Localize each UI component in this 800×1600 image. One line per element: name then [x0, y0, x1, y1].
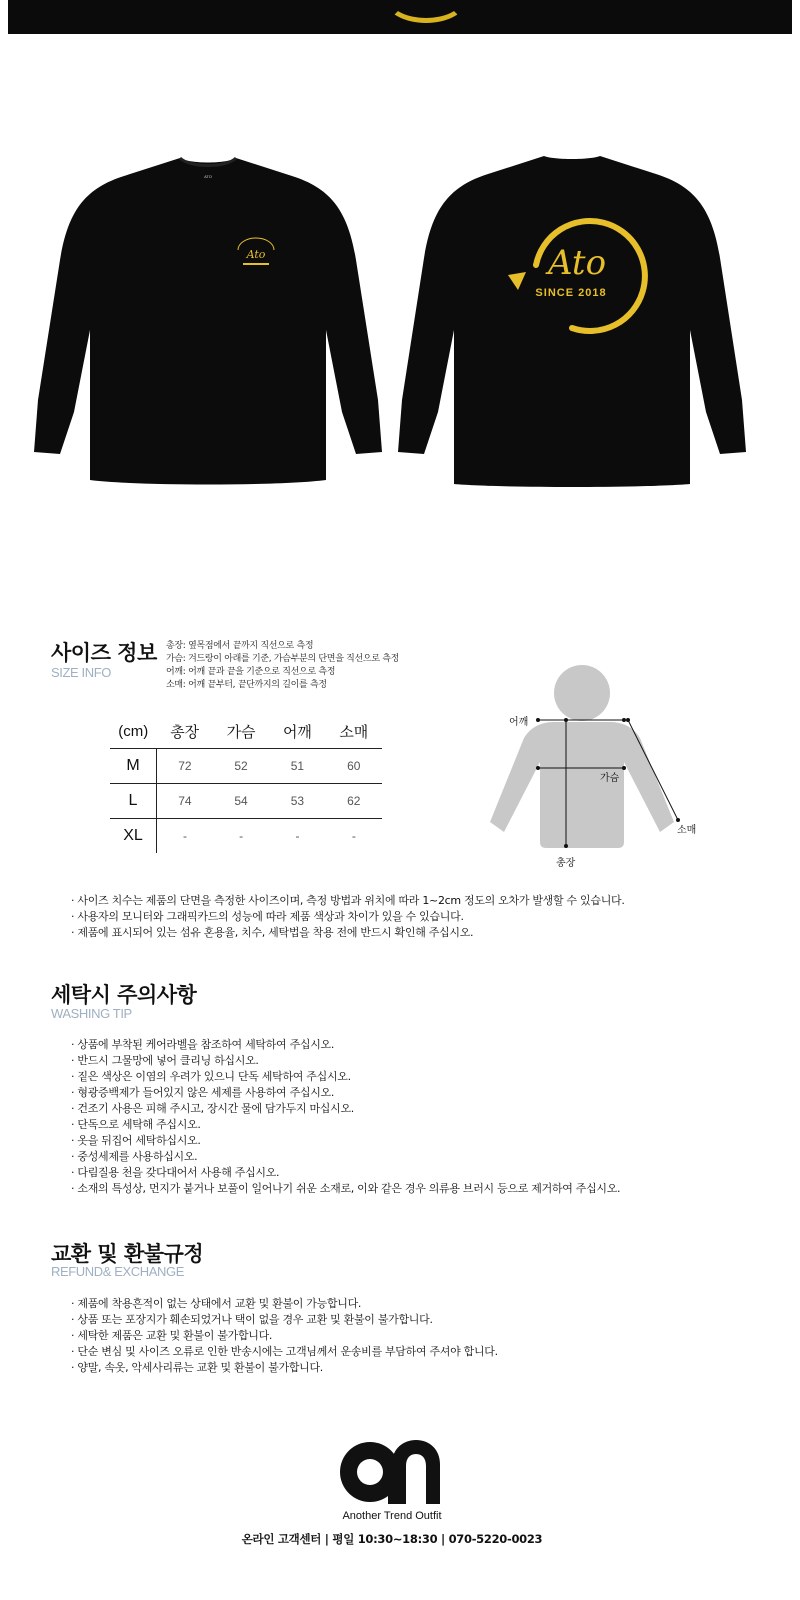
washing-title: 세탁시 주의사항	[51, 983, 197, 1007]
list-item: · 옷을 뒤집어 세탁하십시오.	[71, 1134, 201, 1147]
col-length: 총장	[157, 714, 213, 749]
list-item: · 상품에 부착된 케어라벨을 참조하여 세탁하여 주십시오.	[71, 1038, 335, 1051]
list-item: · 중성세제를 사용하십시오.	[71, 1150, 198, 1163]
table-cell: 51	[269, 749, 325, 784]
col-shoulder: 어깨	[269, 714, 325, 749]
table-cell: 72	[157, 749, 213, 784]
list-item: · 세탁한 제품은 교환 및 환불이 불가합니다.	[71, 1329, 273, 1342]
list-item: · 소재의 특성상, 먼지가 붙거나 보풀이 일어나기 쉬운 소재로, 이와 같은 경우 의류용 브러시 등으로 제거하여 주십시오.	[71, 1182, 621, 1195]
size-info-subtitle: SIZE INFO	[51, 665, 111, 680]
note-chest: 가슴: 겨드랑이 아래를 기준, 가슴부분의 단면을 직선으로 측정	[166, 654, 400, 664]
table-cell: 74	[157, 784, 213, 819]
back-logo-script: Ato	[547, 243, 607, 283]
row-size-label: M	[110, 749, 157, 784]
note-sleeve: 소매: 어깨 끝부터, 끝단까지의 길이를 측정	[166, 680, 327, 690]
brand-logo-text: am	[336, 1436, 338, 1437]
list-item: · 단순 변심 및 사이즈 오류로 인한 반송시에는 고객님께서 운송비를 부담하여 주셔야 합니다.	[71, 1345, 498, 1358]
diagram-label-length: 총장	[556, 858, 576, 869]
col-sleeve: 소매	[326, 714, 382, 749]
list-item: · 단독으로 세탁해 주십시오.	[71, 1118, 201, 1131]
svg-text:ATO: ATO	[204, 174, 212, 179]
refund-title: 교환 및 환불규정	[51, 1242, 204, 1266]
size-table-unit: (cm)	[110, 714, 157, 749]
brand-tagline: Another Trend Outfit	[342, 1510, 442, 1522]
diagram-label-shoulder: 어깨	[509, 717, 529, 728]
shirt-front-image	[30, 150, 386, 490]
note-shoulder: 어깨: 어깨 끝과 끝을 기준으로 직선으로 측정	[166, 667, 336, 677]
table-cell: 60	[326, 749, 382, 784]
washing-bullets	[71, 1037, 620, 1197]
table-row	[110, 749, 382, 784]
table-cell: 54	[213, 784, 269, 819]
list-item: · 짙은 색상은 이염의 우려가 있으니 단독 세탁하여 주십시오.	[71, 1070, 351, 1083]
list-item: · 다림질용 천을 갖다대어서 사용해 주십시오.	[71, 1166, 280, 1179]
list-item: · 형광증백제가 들어있지 않은 세제를 사용하여 주십시오.	[71, 1086, 335, 1099]
table-cell: 52	[213, 749, 269, 784]
table-row	[110, 819, 382, 854]
list-item: · 제품에 착용흔적이 없는 상태에서 교환 및 환불이 가능합니다.	[71, 1297, 362, 1310]
table-cell: -	[182, 829, 187, 843]
washing-subtitle: WASHING TIP	[51, 1006, 132, 1021]
diagram-label-chest: 가슴	[600, 773, 620, 784]
list-item: · 사용자의 모니터와 그래픽카드의 성능에 따라 제품 색상과 차이가 있을 수 있습니다.	[71, 910, 464, 923]
row-size-label: XL	[110, 819, 157, 854]
table-cell: 62	[326, 784, 382, 819]
table-cell: 53	[269, 784, 325, 819]
brand-logo	[336, 1436, 448, 1508]
list-item: · 상품 또는 포장지가 훼손되었거나 택이 없을 경우 교환 및 환불이 불가합니다.	[71, 1313, 433, 1326]
table-cell: -	[351, 829, 356, 843]
list-item: · 반드시 그물망에 넣어 클리닝 하십시오.	[71, 1054, 259, 1067]
list-item: · 건조기 사용은 피해 주시고, 장시간 물에 담가두지 마십시오.	[71, 1102, 354, 1115]
size-table	[110, 714, 382, 853]
row-size-label: L	[110, 784, 157, 819]
list-item: · 제품에 표시되어 있는 섬유 혼용율, 치수, 세탁법을 착용 전에 반드시 확인해 주십시오.	[71, 926, 474, 939]
col-chest: 가슴	[213, 714, 269, 749]
size-info-bullets	[71, 893, 625, 941]
refund-subtitle: REFUND& EXCHANGE	[51, 1264, 185, 1279]
table-cell: -	[239, 829, 244, 843]
shirt-back-image	[394, 150, 750, 490]
size-info-title: 사이즈 정보	[51, 641, 157, 665]
size-info-notes	[166, 640, 399, 692]
front-logo-text: Ato	[246, 248, 266, 261]
size-diagram	[484, 662, 704, 872]
list-item: · 양말, 속옷, 악세사리류는 교환 및 환불이 불가합니다.	[71, 1361, 324, 1374]
refund-bullets	[71, 1296, 498, 1376]
top-product-banner	[8, 0, 792, 34]
diagram-label-sleeve: 소매	[677, 825, 697, 836]
size-table-header	[110, 714, 382, 749]
table-row	[110, 784, 382, 819]
list-item: · 사이즈 치수는 제품의 단면을 측정한 사이즈이며, 측정 방법과 위치에 따라 1~2cm 정도의 오차가 발생할 수 있습니다.	[71, 894, 625, 907]
customer-service-info: 온라인 고객센터 | 평일 10:30~18:30 | 070-5220-0023	[241, 1532, 543, 1546]
table-cell: -	[295, 829, 300, 843]
note-length: 총장: 옆목점에서 끝까지 직선으로 측정	[166, 641, 314, 651]
back-logo-since: SINCE 2018	[535, 287, 607, 299]
banner-logo-arc	[386, 0, 466, 23]
